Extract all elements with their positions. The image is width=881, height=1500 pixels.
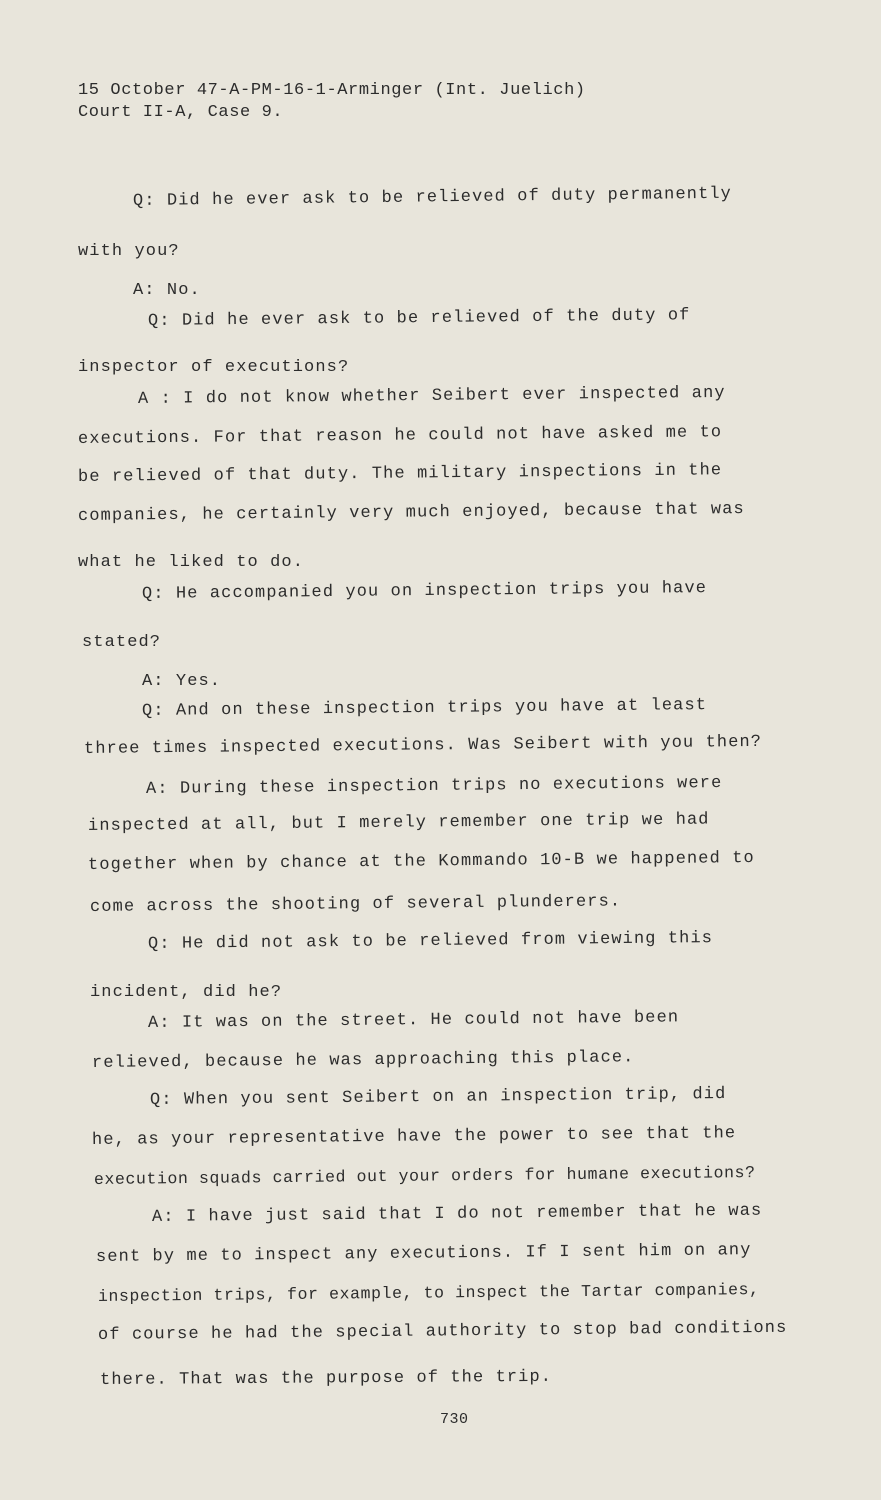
header-line-court: Court II-A, Case 9. [78, 103, 284, 122]
transcript-line: inspector of executions? [78, 358, 350, 377]
document-header [78, 80, 586, 124]
transcript-line: of course he had the special authority to stop bad conditions [97, 1318, 788, 1345]
transcript-line: sent by me to inspect any executions. If I sent him on any [95, 1241, 752, 1267]
transcript-line: three times inspected executions. Was Seibert with you then? [83, 732, 763, 759]
transcript-line: come across the shooting of several plunderers. [89, 892, 622, 917]
transcript-line: stated? [82, 633, 162, 652]
transcript-line: what he liked to do. [78, 553, 305, 572]
transcript-line: A: Yes. [142, 672, 222, 691]
transcript-line: Q: When you sent Seibert on an inspection trip, did [149, 1084, 727, 1110]
transcript-line: with you? [78, 242, 180, 261]
transcript-line: Q: Did he ever ask to be relieved of the duty of [147, 306, 691, 331]
page-number: 730 [440, 1411, 469, 1428]
transcript-line: Q: And on these inspection trips you have at least [141, 696, 708, 721]
transcript-line: A : I do not know whether Seibert ever inspected any [137, 383, 726, 409]
transcript-line: Q: Did he ever ask to be relieved of duty permanently [132, 184, 733, 211]
transcript-line: A: It was on the street. He could not have been [147, 1008, 680, 1033]
transcript-line: Q: He accompanied you on inspection trips you have [141, 579, 708, 604]
transcript-line: A: I have just said that I do not remember that he was [151, 1201, 763, 1227]
transcript-line: there. That was the purpose of the trip. [99, 1367, 553, 1390]
transcript-line: execution squads carried out your orders for humane executions? [93, 1163, 756, 1189]
transcript-line: relieved, because he was approaching this place. [91, 1048, 635, 1073]
transcript-line: A: No. [133, 281, 201, 300]
transcript-line: be relieved of that duty. The military inspections in the [77, 461, 723, 487]
transcript-line: inspection trips, for example, to inspect the Tartar companies, [97, 1280, 760, 1306]
transcript-line: together when by chance at the Kommando 10-B we happened to [87, 849, 755, 875]
transcript-line: he, as your representative have the power to see that the [91, 1124, 737, 1150]
transcript-line: A: During these inspection trips no executions were [145, 773, 723, 799]
transcript-line: executions. For that reason he could not have asked me to [77, 423, 723, 449]
transcript-line: companies, he certainly very much enjoyed, because that was [77, 500, 745, 526]
transcript-line: incident, did he? [90, 983, 283, 1002]
header-line-date-case: 15 October 47-A-PM-16-1-Arminger (Int. Juelich) [78, 81, 586, 100]
transcript-line: inspected at all, but I merely remember one trip we had [87, 810, 710, 836]
transcript-line: Q: He did not ask to be relieved from viewing this [147, 929, 714, 954]
